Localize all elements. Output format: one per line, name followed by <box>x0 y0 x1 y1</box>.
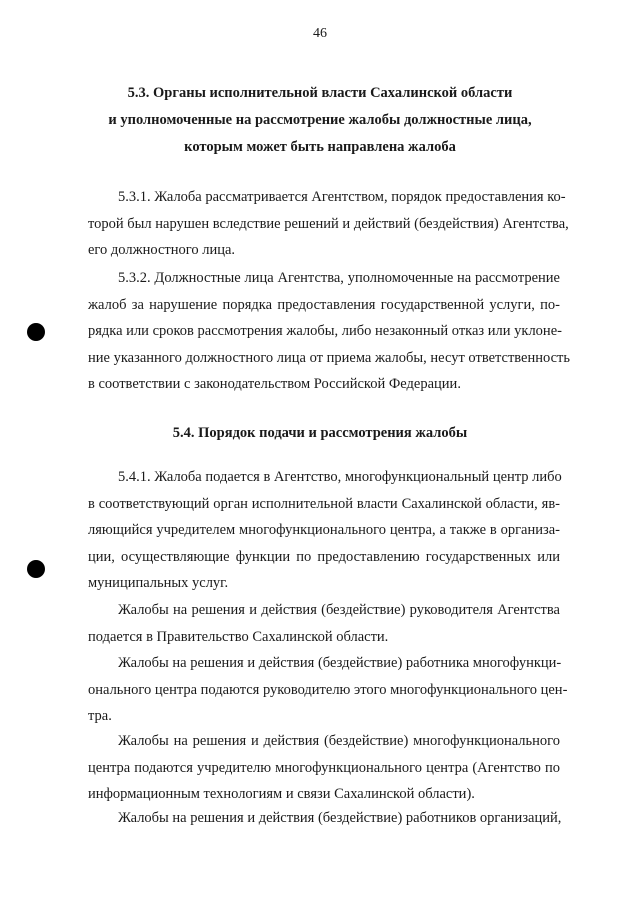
punch-hole-mark <box>27 323 45 341</box>
text-line: Жалобы на решения и действия (бездействие) работников организаций, <box>118 810 562 826</box>
paragraph-complaint-mfc <box>88 728 560 808</box>
text-line: Жалобы на решения и действия (бездействие) руководителя Агентства <box>118 602 560 618</box>
heading-line: и уполномоченные на рассмотрение жалобы должностные лица, <box>108 112 532 128</box>
section-5-4-heading <box>60 420 580 447</box>
text-line: информационным технологиям и связи Сахалинской области). <box>88 786 475 802</box>
paragraph-5-3-2 <box>88 265 571 398</box>
text-line: торой был нарушен вследствие решений и действий (бездействия) Агентства, <box>88 215 569 232</box>
text-line: 5.3.2. Должностные лица Агентства, уполномоченные на рассмотрение <box>118 270 560 286</box>
heading-line: которым может быть направлена жалоба <box>184 139 456 155</box>
punch-hole-mark <box>27 560 45 578</box>
text-line: в соответствующий орган исполнительной власти Сахалинской области, яв- <box>88 495 560 512</box>
text-line: рядка или сроков рассмотрения жалобы, либо незаконный отказ или уклоне- <box>88 323 562 339</box>
text-line: 5.3.1. Жалоба рассматривается Агентством, порядок предоставления ко- <box>118 189 566 205</box>
page-number: 46 <box>313 26 327 41</box>
text-line: ляющийся учредителем многофункционального центра, а также в организа- <box>88 522 560 538</box>
heading-line: 5.4. Порядок подачи и рассмотрения жалобы <box>172 425 468 441</box>
heading-line: 5.3. Органы исполнительной власти Сахалинской области <box>127 85 513 101</box>
section-5-3-heading <box>60 80 580 161</box>
text-line: ции, осуществляющие функции по предоставлению государственных или <box>88 548 560 565</box>
text-line: тра. <box>88 708 112 724</box>
text-line: в соответствии с законодательством Российской Федерации. <box>88 376 461 392</box>
paragraph-complaint-head <box>88 597 560 650</box>
text-line: центра подаются учредителю многофункционального центра (Агентство по <box>88 759 560 776</box>
text-line: 5.4.1. Жалоба подается в Агентство, многофункциональный центр либо <box>118 469 562 485</box>
text-line: Жалобы на решения и действия (бездействие) многофункционального <box>118 733 560 749</box>
text-line: жалоб за нарушение порядка предоставления государственной услуги, по- <box>88 296 560 313</box>
text-line: ние указанного должностного лица от приема жалобы, несут ответственность <box>88 349 571 366</box>
paragraph-complaint-mfc-employee <box>88 650 568 730</box>
paragraph-complaint-organizations <box>88 805 560 832</box>
text-line: его должностного лица. <box>88 242 236 258</box>
text-line: Жалобы на решения и действия (бездействие) работника многофункци- <box>118 655 562 671</box>
paragraph-5-4-1 <box>88 464 560 597</box>
text-line: муниципальных услуг. <box>88 575 229 591</box>
paragraph-5-3-1 <box>88 184 569 264</box>
text-line: онального центра подаются руководителю этого многофункционального цен- <box>88 681 568 698</box>
text-line: подается в Правительство Сахалинской области. <box>88 628 389 645</box>
